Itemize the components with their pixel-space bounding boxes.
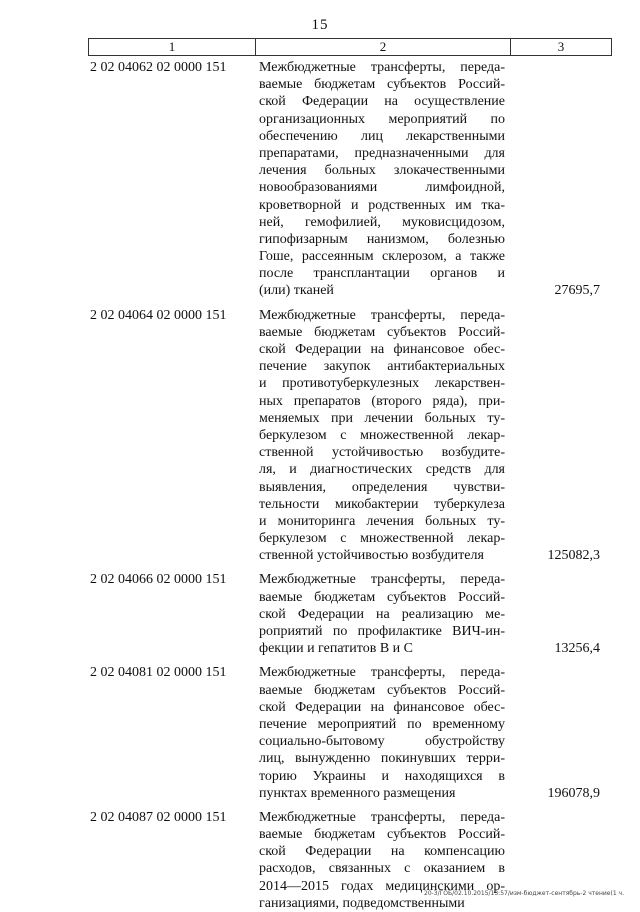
description-line: после трансплантации органов и xyxy=(259,266,505,282)
description-line: ней, гемофилией, муковисцидозом, xyxy=(259,214,505,230)
description-line: и противотуберкулезных лекарствен- xyxy=(259,376,505,392)
description-line: ваемые бюджетам субъектов Россий- xyxy=(259,827,505,843)
budget-code: 2 02 04062 02 0000 151 xyxy=(90,60,227,75)
description-line: беркулезом с множественной лекар- xyxy=(259,427,505,443)
description-line: 2014—2015 годах медицинскими ор- xyxy=(259,878,505,894)
footer-note: 20-3/ГОБ/02.10.2015/13:57/изм-бюджет-сентябрь-2 чтение(1 ч. xyxy=(424,890,624,897)
description-line: меняемых при лечении больных ту- xyxy=(259,410,505,426)
page-number: 15 xyxy=(311,17,329,33)
description-line: лечения больных злокачественными xyxy=(259,163,505,179)
description-line: обеспечению лиц лекарственными xyxy=(259,128,505,144)
description-line: Межбюджетные трансферты, переда- xyxy=(259,572,505,588)
description-line: выявления, определения чувстви- xyxy=(259,479,505,495)
description-line: фекции и гепатитов B и C xyxy=(259,641,413,657)
description-line: Межбюджетные трансферты, переда- xyxy=(259,809,505,825)
description-line: ственной устойчивостью возбудите- xyxy=(259,445,505,461)
budget-code: 2 02 04066 02 0000 151 xyxy=(90,572,227,588)
budget-code: 2 02 04081 02 0000 151 xyxy=(90,665,227,681)
table-row xyxy=(88,307,608,565)
amount: 27695,7 xyxy=(554,283,600,299)
column-header-2: 2 xyxy=(256,39,511,55)
description-line: (или) тканей xyxy=(259,283,334,299)
description-line: ваемые бюджетам субъектов Россий- xyxy=(259,682,505,698)
table-row xyxy=(88,59,608,300)
description-line: ганизациями, подведомственными xyxy=(259,895,465,911)
description-line: роприятий по профилактике ВИЧ-ин- xyxy=(259,624,505,639)
column-header-3: 3 xyxy=(557,39,565,54)
amount: 196078,9 xyxy=(547,785,600,801)
description-line: препаратами, предназначенными для xyxy=(259,145,505,161)
description-line: пунктах временного размещения xyxy=(259,785,456,801)
table-row xyxy=(88,571,608,657)
description-line: организационных мероприятий по xyxy=(259,111,505,127)
description xyxy=(254,664,505,802)
table-header xyxy=(88,38,612,56)
description xyxy=(254,307,505,565)
column-header-1: 1 xyxy=(89,39,256,55)
description-line: и мониторинга лечения больных ту- xyxy=(259,513,505,529)
description xyxy=(254,59,505,300)
description-line: Гоше, рассеянным склерозом, а также xyxy=(259,249,505,265)
description-line: ных препаратов (второго ряда), при- xyxy=(259,393,505,409)
amount: 125082,3 xyxy=(547,548,600,564)
description-line: ля, и диагностических средств для xyxy=(259,462,505,478)
description-line: ской Федерации на финансовое обес- xyxy=(259,699,505,715)
budget-code: 2 02 04064 02 0000 151 xyxy=(90,307,227,323)
description-line: Межбюджетные трансферты, переда- xyxy=(259,665,505,681)
description-line: Межбюджетные трансферты, переда- xyxy=(259,307,505,323)
description-line: ваемые бюджетам субъектов Россий- xyxy=(259,589,505,605)
description-line: расходов, связанных с оказанием в xyxy=(259,861,505,877)
description-line: ской Федерации на осуществление xyxy=(259,94,505,110)
description-line: гипофизарным нанизмом, болезнью xyxy=(259,231,505,247)
table-body xyxy=(88,59,608,912)
table-row xyxy=(88,664,608,802)
description-line: ственной устойчивостью возбудителя xyxy=(259,548,484,564)
amount: 13256,4 xyxy=(554,641,600,657)
description-line: ской Федерации на реализацию ме- xyxy=(259,606,505,622)
description-line: ской Федерации на финансовое обес- xyxy=(259,342,505,357)
description-line: социально-бытовому обустройству xyxy=(259,734,505,750)
description-line: лиц, вынужденно покинувших терри- xyxy=(259,751,505,767)
description-line: ваемые бюджетам субъектов Россий- xyxy=(259,324,505,340)
description-line: кроветворной и родственных им тка- xyxy=(259,197,505,213)
description-line: ской Федерации на компенсацию xyxy=(259,844,505,860)
description-line: Межбюджетные трансферты, переда- xyxy=(259,60,505,75)
description xyxy=(254,571,505,657)
description-line: беркулезом с множественной лекар- xyxy=(259,531,505,547)
budget-code: 2 02 04087 02 0000 151 xyxy=(90,809,227,825)
description-line: торию Украины и находящихся в xyxy=(259,768,505,784)
description-line: печение мероприятий по временному xyxy=(259,716,505,732)
description-line: тельности микобактерии туберкулеза xyxy=(259,496,505,512)
description-line: ваемые бюджетам субъектов Россий- xyxy=(259,77,505,93)
description-line: новообразованиями лимфоидной, xyxy=(259,180,505,196)
description-line: печение закупок антибактериальных xyxy=(259,359,505,375)
